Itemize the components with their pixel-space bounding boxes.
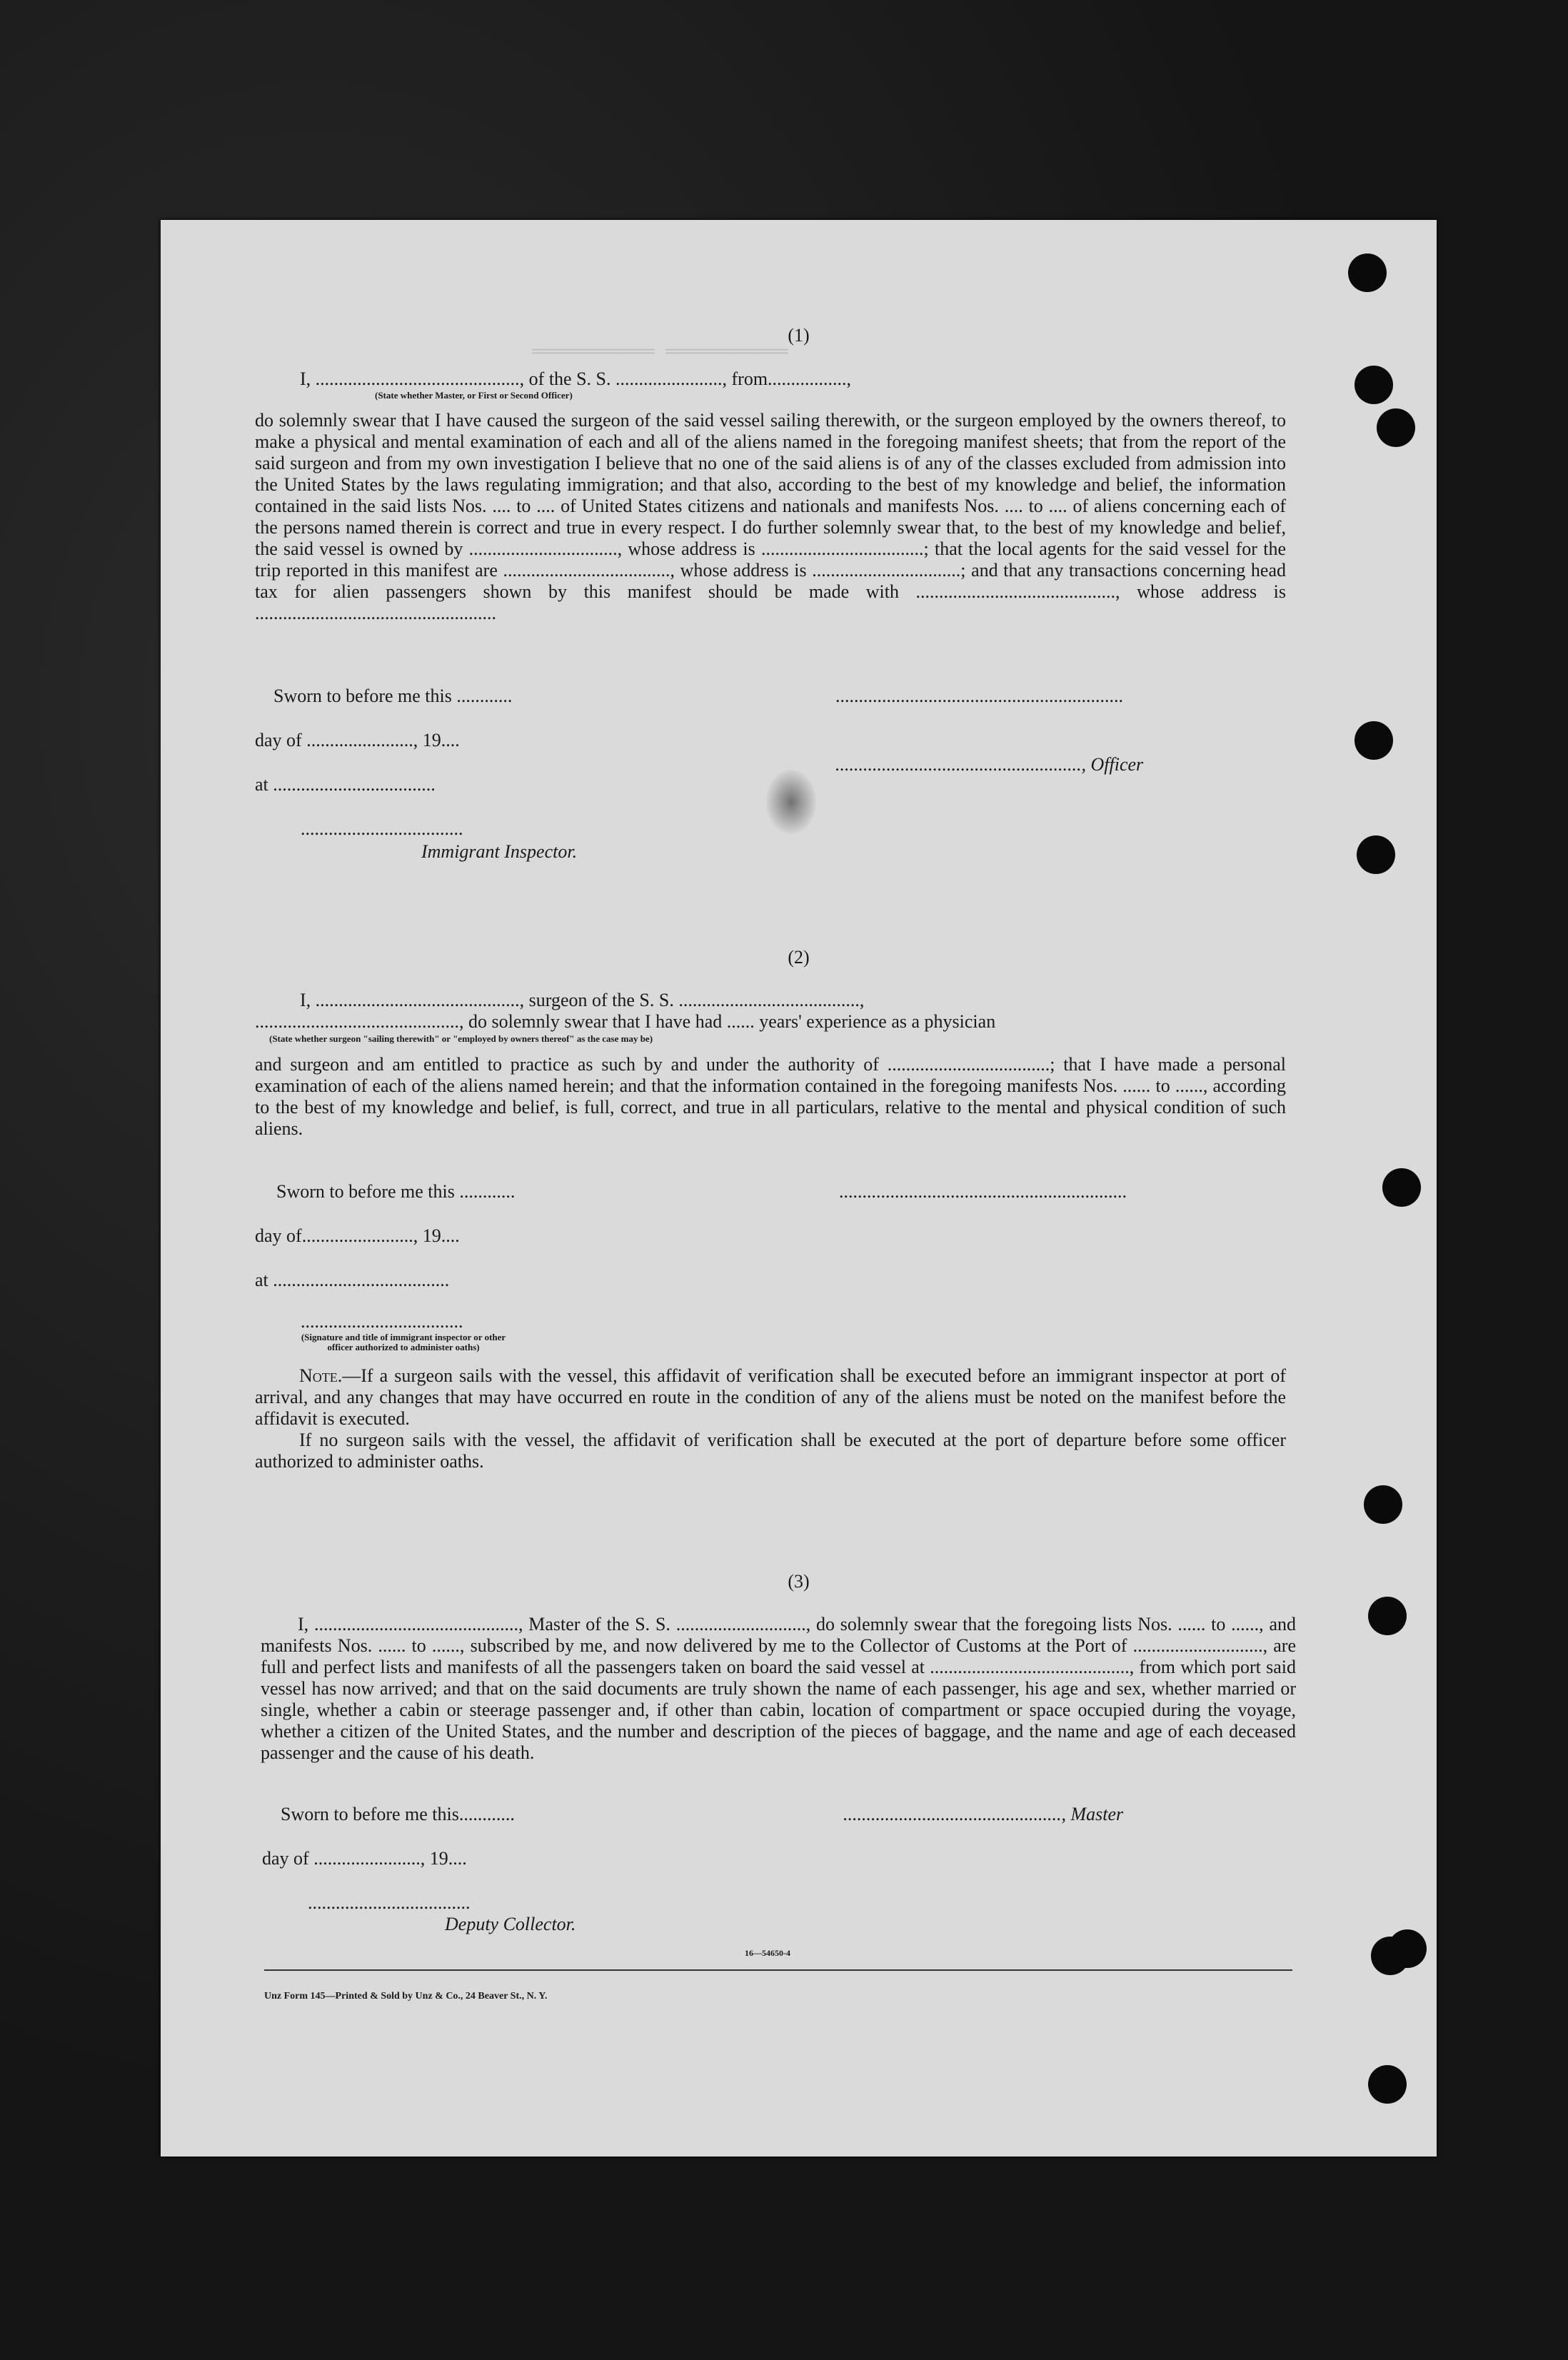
section-1-at: at ................................... [255, 774, 436, 795]
section-2-signature-line: .............................................................. [839, 1181, 1127, 1202]
section-2-line-1: I, ............................................, surgeon of the S. S. ......................................., [300, 990, 865, 1010]
printer-imprint: Unz Form 145—Printed & Sold by Unz & Co., 24 Beaver St., N. Y. [264, 1991, 548, 2002]
note-label: Note. [299, 1365, 343, 1386]
section-3-collector-line: ................................... [308, 1892, 471, 1913]
ink-smudge [766, 770, 816, 834]
section-1-inspector-title: Immigrant Inspector. [421, 841, 578, 862]
footer-rule [264, 1969, 1292, 1971]
section-2-body: and surgeon and am entitled to practice as such by and under the authority of ...................................; that I have made a personal examination of each of the aliens named herein; and that the information contained in the foregoing manifests Nos. ...... to ......, according to the best of my knowledge and belief, is full, correct, and true in all particulars, relative to the mental and physical condition of such aliens. [255, 1054, 1286, 1139]
section-1-sworn: Sworn to before me this ............ [273, 686, 513, 706]
section-3-number: (3) [788, 1571, 810, 1592]
section-2-inspector-line: ................................... [301, 1311, 463, 1332]
section-1-body: do solemnly swear that I have caused the surgeon of the said vessel sailing therewith, or the surgeon employed by the owners thereof, to make a physical and mental examination of each and all of the aliens named in the foregoing manifest sheets; that from the report of the said surgeon and from my own investigation I believe that no one of the said aliens is of any of the classes excluded from admission into the United States by the laws regulating immigration; and that also, according to the best of my knowledge and belief, the information contained in the said lists Nos. .... to .... of United States citizens and nationals and manifests Nos. .... to .... of aliens concerning each of the persons named therein is correct and true in every respect. I do further solemnly swear that, to the best of my knowledge and belief, the said vessel is owned by ................................, whose address is ...................................; that the local agents for the said vessel for the trip reported in this manifest are ...................................., whose address is ................................; and that any transactions concerning head tax for alien passengers shown by this manifest should be made with ..........................................., whose address is .................................................... [255, 410, 1286, 623]
section-2-note [255, 1365, 1286, 1430]
punch-hole [1348, 253, 1387, 292]
punch-hole [1357, 835, 1395, 874]
section-3-day: day of ......................., 19.... [262, 1848, 467, 1869]
punch-hole [1368, 2065, 1407, 2104]
punch-hole [1364, 1485, 1402, 1524]
section-3-sworn: Sworn to before me this............ [281, 1804, 515, 1824]
bleed-through: ═══════════ ═══════════ [532, 341, 788, 363]
punch-hole [1355, 366, 1393, 404]
section-2-caption: (State whether surgeon "sailing therewith" or "employed by owners thereof" as the case may be) [269, 1033, 653, 1044]
document-page [161, 220, 1437, 2156]
section-1-caption: (State whether Master, or First or Second Officer) [375, 390, 573, 401]
section-2-at: at ...................................... [255, 1270, 450, 1290]
section-3-master-line: ..............................................., Master [843, 1804, 1124, 1824]
section-1-number: (1) [788, 325, 810, 346]
section-1-officer-line: ....................................................., Officer [835, 754, 1144, 775]
punch-hole [1388, 1929, 1427, 1968]
section-1-signature-line: .............................................................. [835, 686, 1123, 706]
section-1-inspector-line: ................................... [301, 818, 463, 839]
note-text-1: —If a surgeon sails with the vessel, this affidavit of verification shall be executed before an immigrant inspector at port of arrival, and any changes that may have occurred en route in the condition of any of the aliens must be noted on the manifest before the affidavit is executed. [255, 1365, 1286, 1429]
section-2-sworn: Sworn to before me this ............ [276, 1181, 516, 1202]
punch-hole [1368, 1597, 1407, 1635]
punch-hole [1355, 721, 1393, 760]
section-2-number: (2) [788, 947, 810, 968]
section-2-day: day of........................, 19.... [255, 1225, 460, 1246]
section-2-inspector-caption: (Signature and title of immigrant inspector or other officer authorized to administer oaths) [301, 1332, 506, 1352]
section-1-oath-line: I, ............................................, of the S. S. ......................., from................., [300, 368, 852, 389]
section-2-note-2: If no surgeon sails with the vessel, the affidavit of verification shall be executed at the port of departure before some officer authorized to administer oaths. [255, 1430, 1286, 1472]
section-1-day: day of ......................., 19.... [255, 730, 460, 750]
section-3-body: I, ............................................, Master of the S. S. ............................, do solemnly swear that the foregoing lists Nos. ...... to ......, and manifests Nos. ...... to ......, subscribed by me, and now delivered by me to the Collector of Customs at the Port of ............................, are full and perfect lists and manifests of all the passengers taken on board the said vessel at ..........................................., from which port said vessel has now arrived; and that on the said documents are truly shown the name of each passenger, his age and sex, whether married or single, whether a cabin or steerage passenger and, if other than cabin, location of compartment or space occupied during the voyage, whether a citizen of the United States, and the number and description of the pieces of baggage, and the name and age of each deceased passenger and the cause of his death. [261, 1614, 1296, 1763]
section-3-collector-title: Deputy Collector. [445, 1914, 576, 1934]
form-number: 16—54650-4 [745, 1948, 790, 1958]
punch-hole [1377, 408, 1415, 447]
section-2-line-2: ............................................, do solemnly swear that I have had ...... years' experience as a physician [255, 1011, 996, 1032]
punch-hole [1382, 1168, 1421, 1207]
